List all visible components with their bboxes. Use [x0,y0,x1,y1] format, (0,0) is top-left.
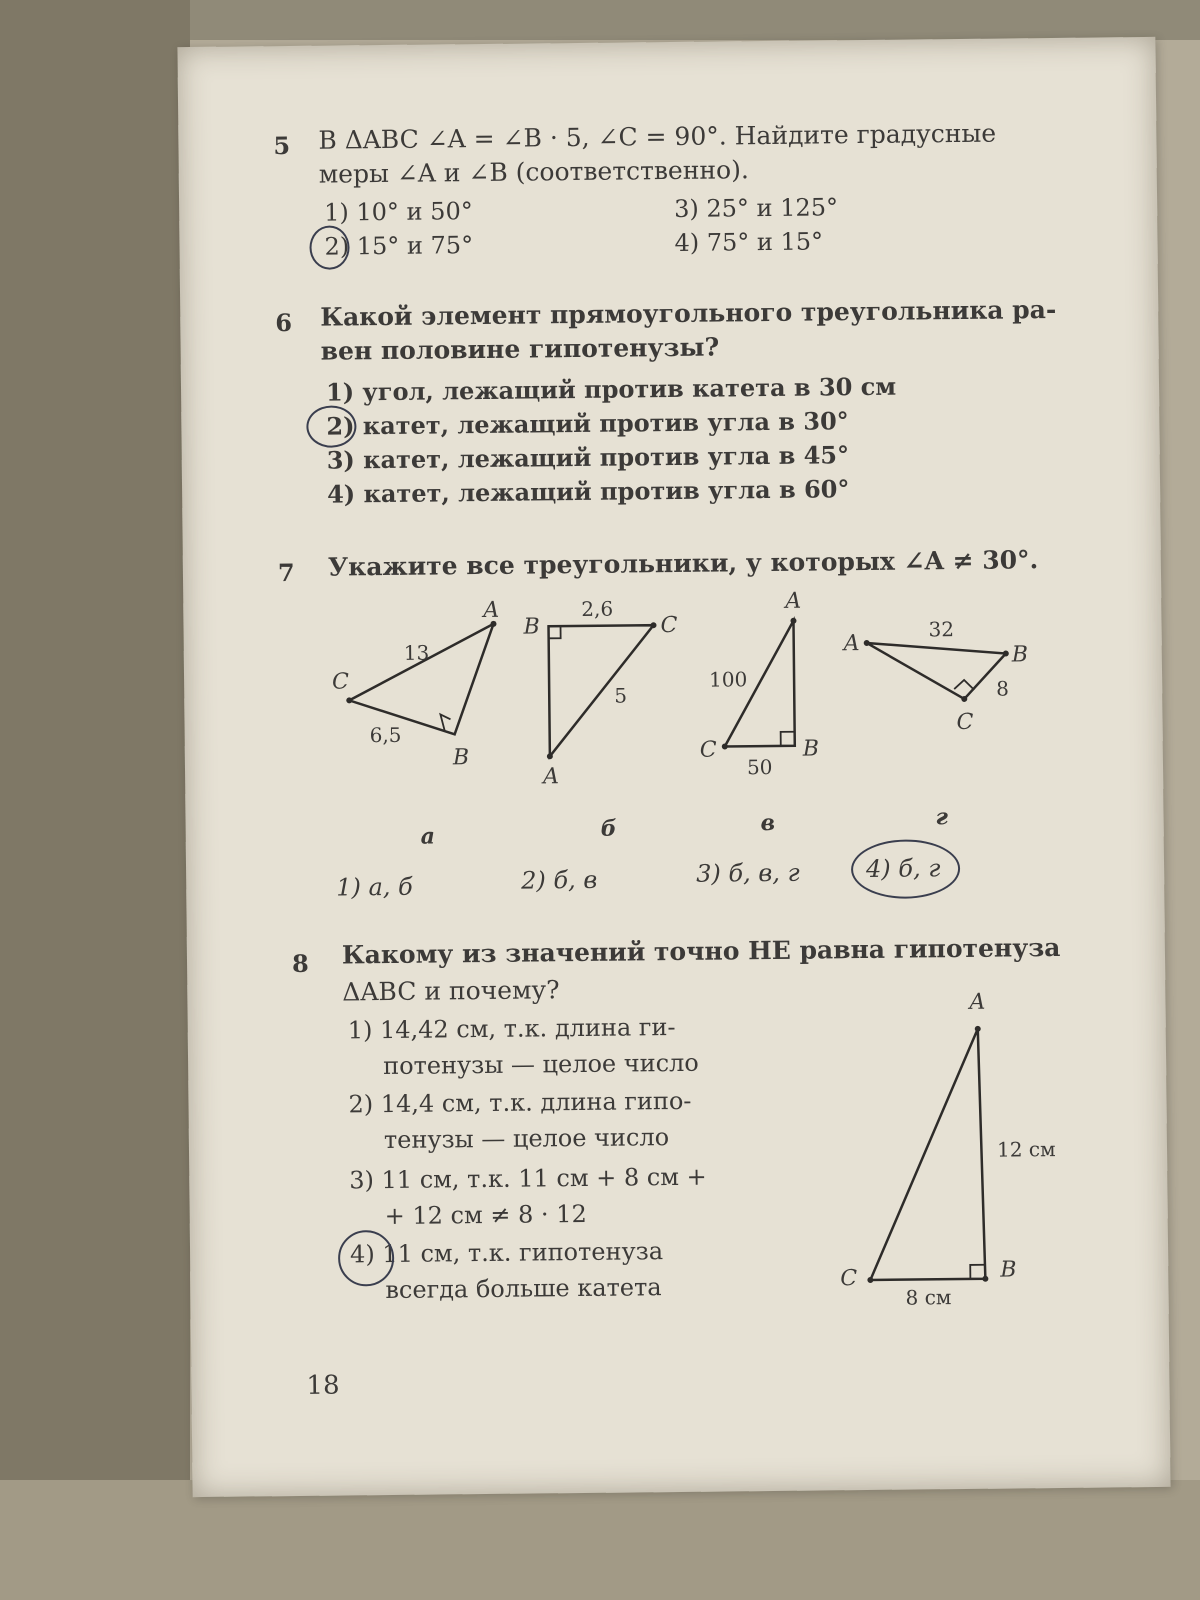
triangle-g [841,616,1028,736]
q6-option-1[interactable]: 1) угол, лежащий против катета в 30 см [325,371,897,407]
q5-option-4[interactable]: 4) 75° и 15° [674,227,824,257]
fig-g-caption: г [935,804,949,831]
page-number: 18 [306,1370,340,1401]
background-bottom [0,1480,1200,1600]
fig-a-side-13: 13 [403,640,430,665]
q5-option-2[interactable]: 2) 15° и 75° [324,231,474,261]
q8-option-4-line2: всегда больше катета [385,1273,662,1305]
fig-a-vertex-a: A [483,597,500,623]
q8-triangle-figure [817,978,1080,1311]
q8-fig-side-12: 12 см [996,1137,1056,1162]
fig-g-vertex-b: B [1011,642,1029,668]
q8-fig-vertex-c: C [840,1266,858,1292]
fig-b-side-2-6: 2,6 [581,596,614,621]
q5-number: 5 [273,130,291,161]
q5-option-1[interactable]: 1) 10° и 50° [324,197,473,227]
q8-option-1-line1[interactable]: 1) 14,42 см, т.к. длина ги- [347,1012,676,1045]
q8-number: 8 [291,948,309,979]
q7-option-3[interactable]: 3) б, в, г [695,858,800,888]
fig-a-side-6-5: 6,5 [369,722,402,748]
q6-option-3[interactable]: 3) катет, лежащий против угла в 45° [326,440,850,475]
q7-option-4[interactable]: 4) б, г [865,854,941,883]
fig-v-side-50: 50 [746,754,773,780]
fig-v-vertex-b: B [802,736,820,762]
triangle-b [522,596,679,790]
fig-b-vertex-a: A [542,764,560,790]
fig-v-vertex-c: C [699,737,717,763]
q8-option-1-line2: потенузы — целое число [382,1048,699,1081]
q5-text-line1: В ΔABC ∠A = ∠B · 5, ∠C = 90°. Найдите градусные [318,118,997,155]
textbook-page [177,37,1170,1497]
fig-v-vertex-a: A [785,588,802,614]
q8-fig-side-8: 8 см [905,1285,952,1310]
q8-fig-vertex-a: A [969,989,986,1015]
fig-g-side-32: 32 [928,617,955,642]
q8-text-line2: ΔABC и почему? [342,975,560,1007]
fig-v-caption: в [760,809,776,837]
q8-answer-circle [338,1230,395,1287]
q7-text-line1: Укажите все треугольники, у которых ∠A ≠ 30°. [327,545,1039,582]
q6-number: 6 [275,307,293,338]
q8-option-4-line1[interactable]: 4) 11 см, т.к. гипотенуза [349,1237,664,1269]
fig-b-caption: б [600,815,617,842]
triangle-a [331,598,501,772]
q5-option-3[interactable]: 3) 25° и 125° [674,193,839,223]
triangle-v [698,588,819,779]
fig-b-vertex-c: C [660,612,678,639]
fig-b-vertex-b: B [523,614,540,640]
q6-text-line1: Какой элемент прямоугольного треугольника ра- [320,294,1057,332]
q8-option-2-line2: тенузы — целое число [383,1123,670,1155]
fig-g-vertex-a: A [843,631,860,657]
q8-option-2-line1[interactable]: 2) 14,4 см, т.к. длина гипо- [348,1086,692,1119]
fig-a-vertex-b: B [452,745,470,771]
q7-option-1[interactable]: 1) а, б [336,872,413,902]
q5-text-line2: меры ∠A и ∠B (соответственно). [318,155,749,189]
q8-option-3-line2: + 12 см ≠ 8 · 12 [384,1199,587,1231]
q8-option-3-line1[interactable]: 3) 11 см, т.к. 11 см + 8 см + [349,1162,707,1195]
q5-answer-circle [309,225,349,269]
q8-text-line1: Какому из значений точно НЕ равна гипотенуза [341,932,1061,970]
fig-g-vertex-c: C [956,709,974,736]
q7-number: 7 [277,557,295,588]
q6-option-2[interactable]: 2) катет, лежащий против угла в 30° [326,406,849,441]
fig-b-side-5: 5 [614,683,628,708]
q7-triangle-figures [323,583,1046,881]
q6-option-4[interactable]: 4) катет, лежащий против угла в 60° [326,474,850,509]
fig-a-caption: а [420,823,436,850]
q7-option-2[interactable]: 2) б, в [521,865,598,895]
q7-answer-circle [851,839,961,899]
fig-g-side-8: 8 [996,676,1010,701]
fig-v-side-100: 100 [708,667,748,692]
background-left [0,0,190,1600]
q8-fig-vertex-b: B [1000,1257,1017,1283]
fig-a-vertex-c: C [331,669,350,695]
q6-text-line2: вен половине гипотенузы? [320,332,720,366]
